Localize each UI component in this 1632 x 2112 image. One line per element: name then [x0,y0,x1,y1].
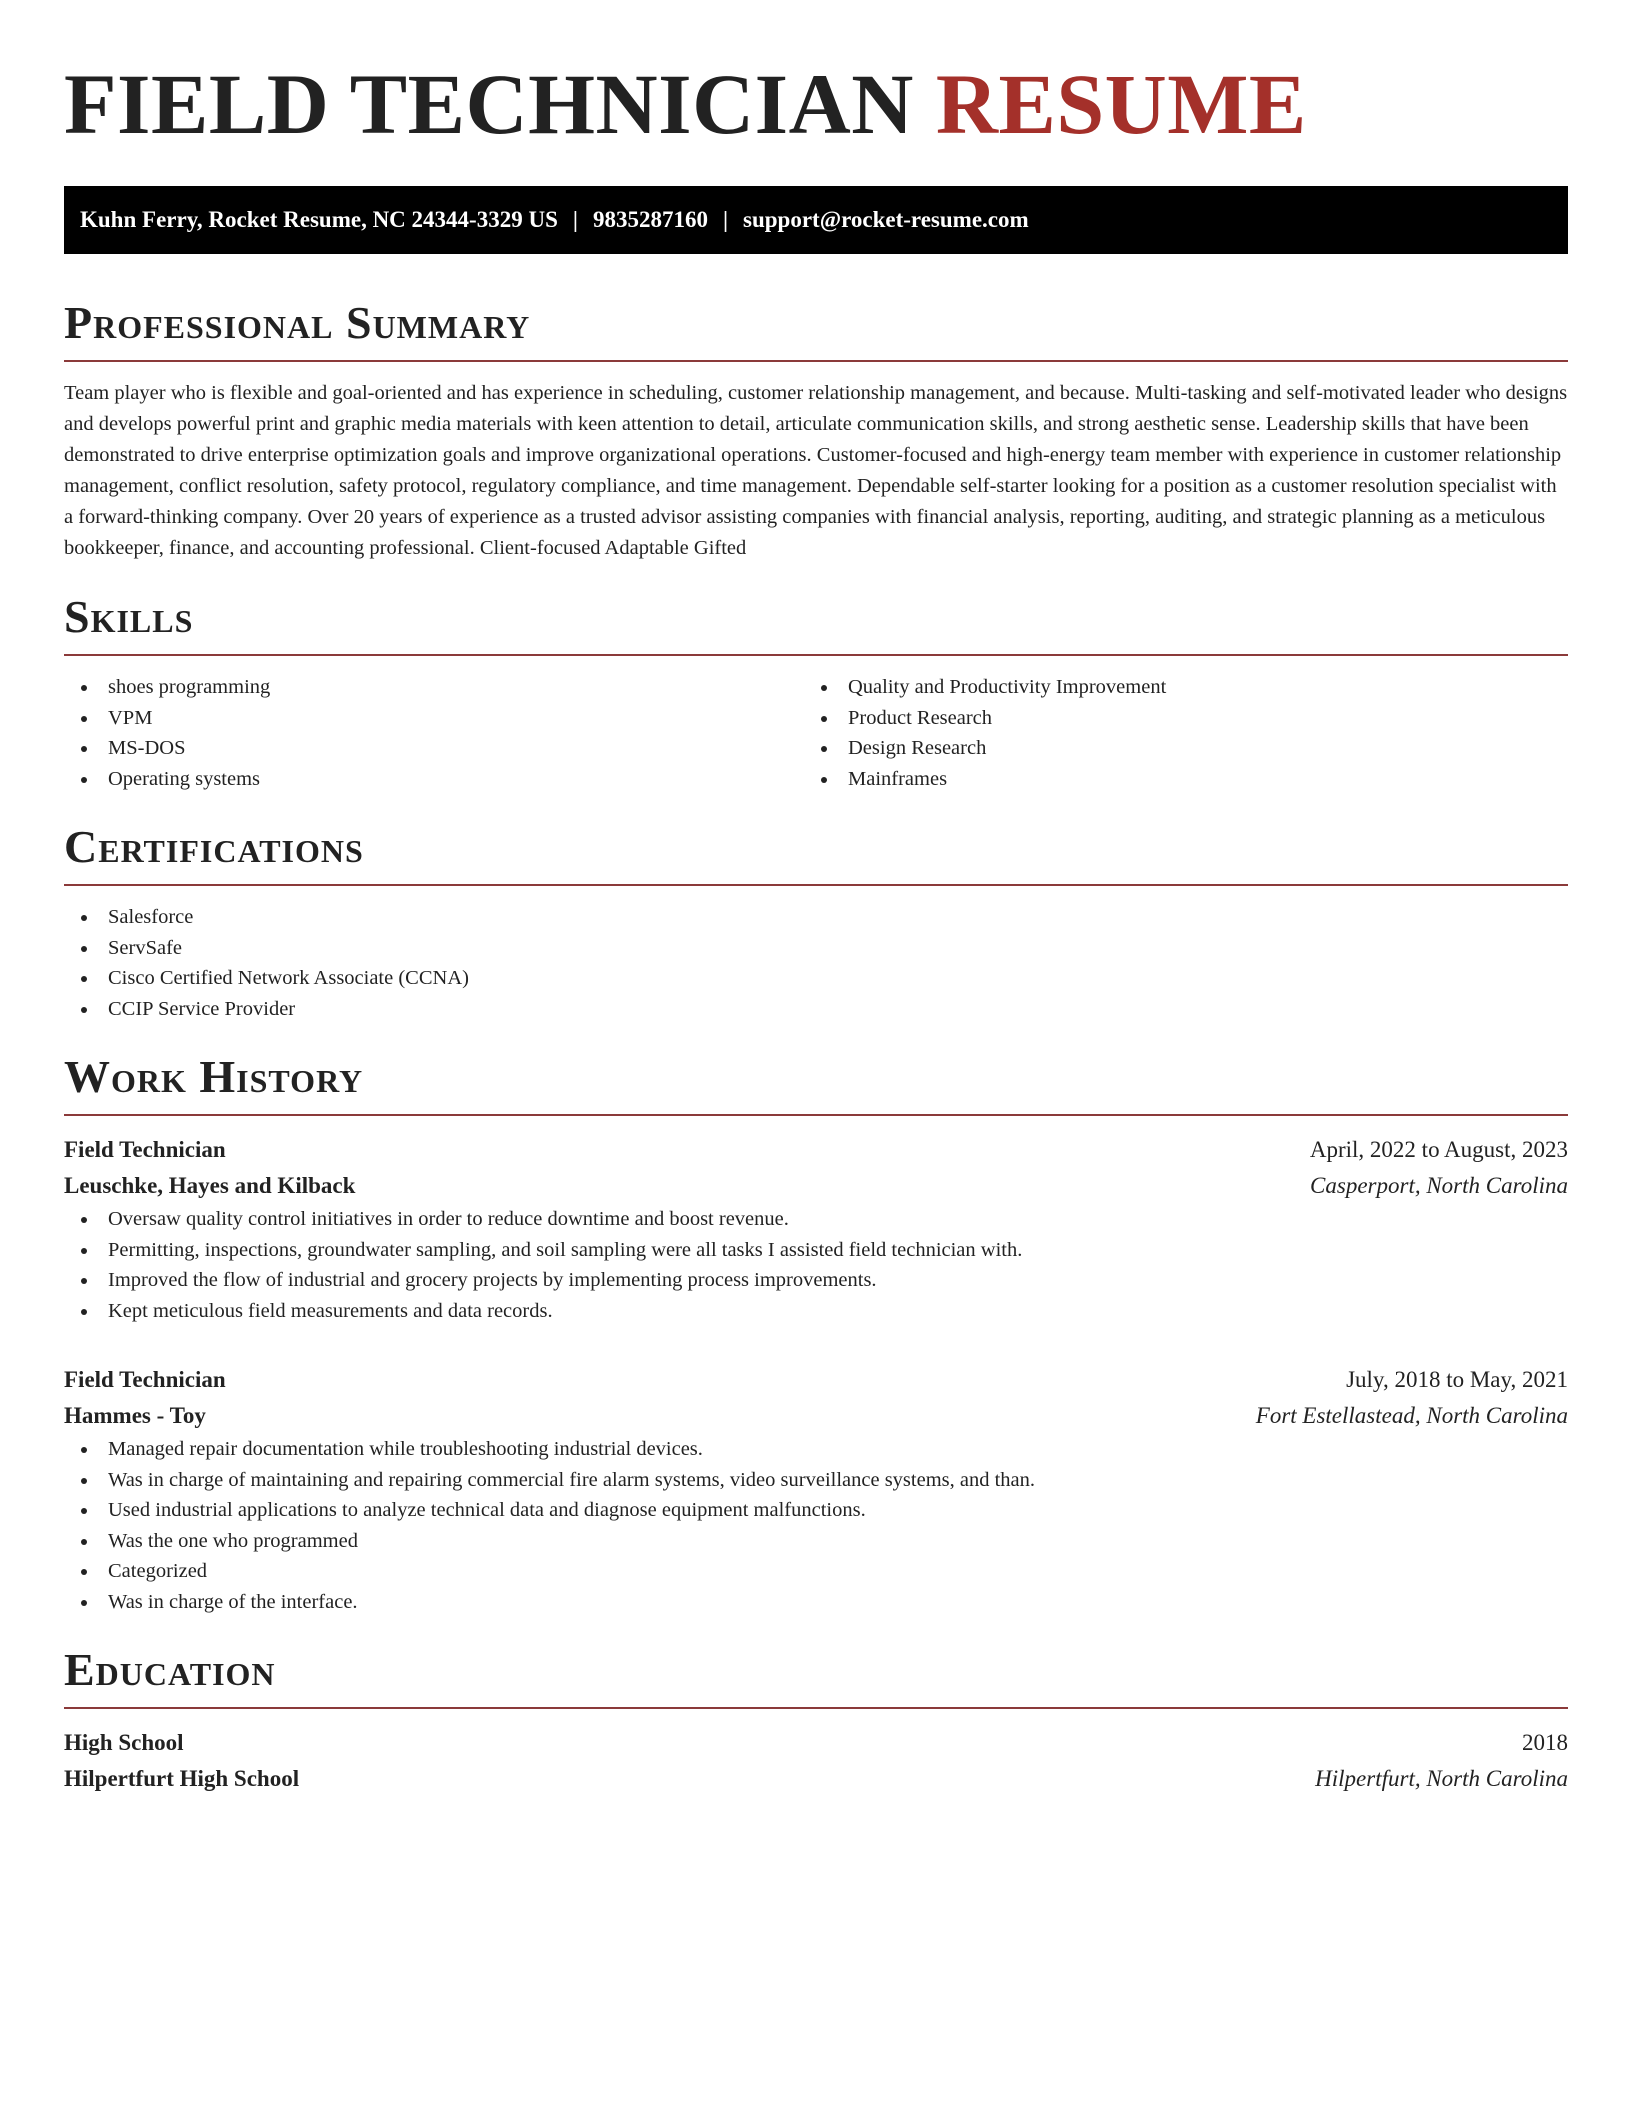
job-bullet: Was in charge of the interface. [64,1587,1568,1618]
skills-grid [64,672,1568,794]
section-divider [64,884,1568,886]
job-bullet: Improved the flow of industrial and grocery projects by implementing process improvements. [64,1265,1568,1296]
job-subheader [64,1398,1568,1434]
certification-item: ServSafe [64,933,1568,964]
skills-list-left [64,672,804,794]
contact-email[interactable]: support@rocket-resume.com [743,207,1029,232]
education-heading: Education [64,1644,276,1695]
job-subheader [64,1168,1568,1204]
skill-item: Quality and Productivity Improvement [804,672,1568,703]
summary-section [64,296,1568,564]
skill-item: Mainframes [804,764,1568,795]
job-bullet: Kept meticulous field measurements and data records. [64,1296,1568,1327]
job-bullets [64,1434,1568,1617]
certification-item: Cisco Certified Network Associate (CCNA) [64,963,1568,994]
job-bullet: Permitting, inspections, groundwater sampling, and soil sampling were all tasks I assisted field technician with. [64,1235,1568,1266]
job-location: Casperport, North Carolina [1310,1173,1568,1198]
skill-item: Product Research [804,703,1568,734]
education-school: Hilpertfurt High School [64,1766,300,1791]
education-header [64,1725,1568,1761]
section-divider [64,1707,1568,1709]
section-divider [64,654,1568,656]
skill-item: shoes programming [64,672,804,703]
contact-bar [64,186,1568,254]
job-header [64,1362,1568,1398]
job-company: Hammes - Toy [64,1403,206,1428]
certifications-heading: Certifications [64,821,364,872]
skill-item: Design Research [804,733,1568,764]
contact-separator: | [722,207,729,232]
job-bullet: Oversaw quality control initiatives in order to reduce downtime and boost revenue. [64,1204,1568,1235]
contact-address: Kuhn Ferry, Rocket Resume, NC 24344-3329 US [80,207,558,232]
summary-heading: Professional Summary [64,297,531,348]
job-bullet: Managed repair documentation while troubleshooting industrial devices. [64,1434,1568,1465]
certifications-section [64,820,1568,1024]
education-section [64,1643,1568,1797]
job-dates: July, 2018 to May, 2021 [1346,1367,1568,1392]
education-degree: High School [64,1730,184,1755]
job-title: Field Technician [64,1137,226,1162]
job-entry [64,1362,1568,1617]
summary-text: Team player who is flexible and goal-oriented and has experience in scheduling, customer relationship management, and because. Multi-tasking and self-motivated leader who designs and develops powerful print and graphic media materials with keen attention to detail, articulate communication skills, and strong aesthetic sense. Leadership skills that have been demonstrated to drive enterprise optimization goals and improve organizational operations. Customer-focused and high-energy team member with experience in customer relationship management, conflict resolution, safety protocol, regulatory compliance, and time management. Dependable self-starter looking for a position as a customer resolution specialist with a forward-thinking company. Over 20 years of experience as a trusted advisor assisting companies with financial analysis, reporting, auditing, and strategic planning as a meticulous bookkeeper, finance, and accounting professional. Client-focused Adaptable Gifted [64,382,1568,559]
job-bullet: Was the one who programmed [64,1526,1568,1557]
skill-item: MS-DOS [64,733,804,764]
certification-item: CCIP Service Provider [64,994,1568,1025]
job-bullet: Was in charge of maintaining and repairing commercial fire alarm systems, video surveillance systems, and than. [64,1465,1568,1496]
job-header [64,1132,1568,1168]
job-bullet: Used industrial applications to analyze technical data and diagnose equipment malfunctions. [64,1495,1568,1526]
contact-phone: 9835287160 [592,207,708,232]
certifications-list [64,902,1568,1024]
skill-item: Operating systems [64,764,804,795]
job-entry [64,1132,1568,1326]
title-main: FIELD TECHNICIAN [64,56,914,152]
skills-list-right [804,672,1568,794]
skills-heading: Skills [64,591,194,642]
title-accent: RESUME [935,56,1307,152]
skills-section [64,590,1568,794]
job-dates: April, 2022 to August, 2023 [1309,1137,1568,1162]
job-bullet: Categorized [64,1556,1568,1587]
job-title: Field Technician [64,1367,226,1392]
job-company: Leuschke, Hayes and Kilback [64,1173,356,1198]
certification-item: Salesforce [64,902,1568,933]
education-entry [64,1725,1568,1797]
education-subheader [64,1761,1568,1797]
education-year: 2018 [1522,1730,1568,1755]
education-location: Hilpertfurt, North Carolina [1315,1766,1568,1791]
skill-item: VPM [64,703,804,734]
work-history-section [64,1050,1568,1617]
work-history-heading: Work History [64,1051,364,1102]
section-divider [64,1114,1568,1116]
section-divider [64,360,1568,362]
job-bullets [64,1204,1568,1326]
contact-separator: | [572,207,578,232]
job-location: Fort Estellastead, North Carolina [1255,1403,1568,1428]
resume-title [64,56,1568,152]
